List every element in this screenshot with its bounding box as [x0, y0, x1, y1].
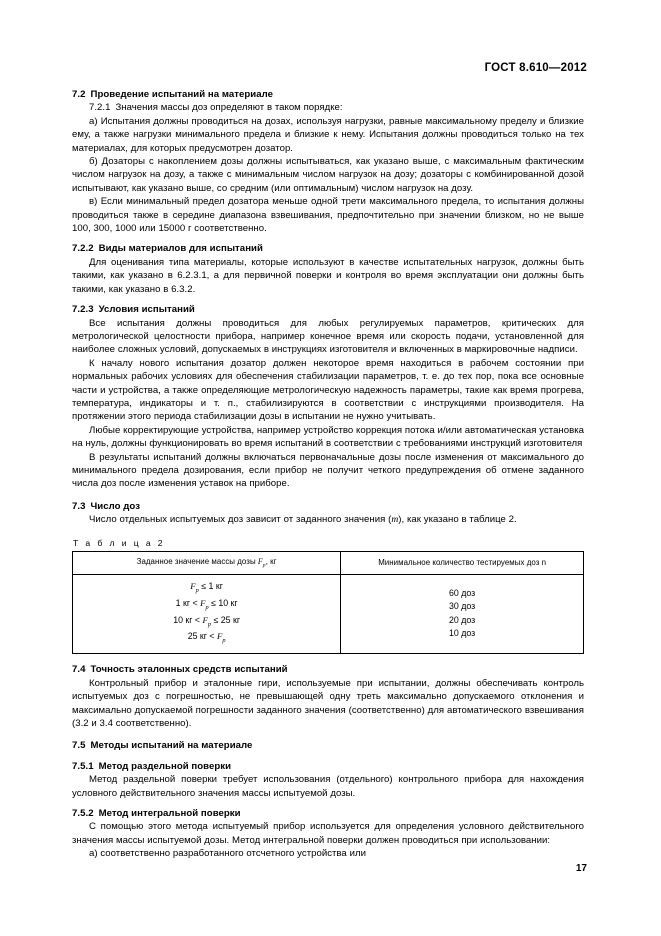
count-row-2: 20 доз: [449, 614, 476, 625]
range-row-0-sub: p: [195, 586, 199, 594]
heading-7-2-3: [72, 303, 584, 316]
paragraph-7-2-3-3: Любые корректирующие устройства, например устройство коррекция потока и/или автоматическая установка на нуль, должны функционировать во время испытаний в соответствии с требованиями инструкций изготовителя: [72, 424, 584, 450]
clause-7-2-1-text: Значения массы доз определяют в таком порядке:: [115, 102, 343, 114]
heading-7-5-title: Методы испытаний на материале: [90, 740, 253, 752]
range-row-0-post: ≤ 1 кг: [198, 580, 223, 591]
range-row-2-pre: 10 кг <: [173, 614, 203, 625]
heading-7-2-3-title: Условия испытаний: [98, 304, 195, 316]
range-row-0: [77, 580, 336, 597]
paragraph-7-4-body: Контрольный прибор и эталонные гири, используемые при испытании, должны обеспечивать контроль испытуемых доз с погрешностью, не превышающей одну треть максимально допускаемого отклонения и максимально допускаемой погрешности заданного значения (соответственно) для автоматического взвешивания (3.2 и 3.4 соответственно).: [72, 677, 584, 730]
heading-7-4: [72, 663, 584, 676]
table-header-setpoint-pre: Заданное значение массы дозы: [136, 556, 258, 566]
range-row-3-var: F: [217, 631, 223, 642]
heading-7-5: [72, 739, 584, 752]
count-row-1: 30 доз: [449, 601, 476, 612]
heading-7-3-number: 7.3: [72, 500, 86, 512]
heading-7-5-2-title: Метод интегральной поверки: [98, 808, 241, 820]
range-row-3-pre: 25 кг <: [187, 631, 218, 642]
range-row-3: [77, 630, 336, 647]
heading-7-2: [72, 88, 584, 101]
clause-7-2-1-number: 7.2.1: [89, 102, 111, 114]
list-item-a-7-2-1: а) Испытания должны проводиться на дозах, используя нагрузки, равные максимальному пределу и близкие ему, а также нагрузки минимального предела и близкие к нему. Испытания должны проводиться только на тех материалах, для которых предусмотрен дозатор.: [72, 115, 584, 154]
symbol-m: m: [391, 514, 399, 526]
table-header-row: [73, 551, 584, 574]
paragraph-7-3-text-after: ), как указано в таблице 2.: [398, 514, 517, 526]
table-dose-counts: [72, 551, 584, 655]
range-row-0-var: F: [190, 580, 196, 591]
range-row-2-sub: p: [207, 620, 212, 628]
heading-7-2-title: Проведение испытаний на материале: [90, 89, 274, 100]
table-row: [73, 574, 584, 654]
paragraph-7-3-text-before: Число отдельных испытуемых доз зависит от заданного значения (: [89, 514, 392, 526]
table-cell-counts: [341, 574, 584, 654]
table-cell-ranges: [73, 574, 341, 654]
paragraph-7-2-2-body: Для оценивания типа материалы, которые используют в качестве испытательных нагрузок, должны быть такими, как указано в 6.2.3.1, а для первичной поверки и контроля во время эксплуатации они должны быть такими, как указано в 6.3.2.: [72, 256, 584, 295]
range-row-1-pre: 1 кг <: [175, 597, 201, 608]
list-item-a-7-5-2: а) соответственно разработанного отсчетного устройства или: [89, 848, 366, 860]
range-row-2-var: F: [202, 614, 208, 625]
range-row-1-post: ≤ 10 кг: [208, 597, 238, 608]
range-row-2-post: ≤ 25 кг: [211, 614, 241, 625]
table-caption: Т а б л и ц а 2: [73, 537, 165, 548]
heading-7-5-1-number: 7.5.1: [72, 760, 94, 772]
heading-7-2-number: 7.2: [72, 89, 86, 100]
table-header-setpoint: [73, 551, 341, 574]
table-header-setpoint-post: , кг: [265, 556, 277, 566]
list-item-v-7-2-1: в) Если минимальный предел дозатора меньше одной трети максимального предела, то испытания должны проводиться также в середине диапазона взвешивания, предпочтительно при значении близком, но не выше 100, 300, 1000 или 15000 г соответственно.: [72, 196, 584, 235]
range-row-2: [77, 614, 336, 631]
paragraph-7-2-3-1: Все испытания должны проводиться для любых регулируемых параметров, критических для метрологической целостности прибора, например конечное время или скорость подачи, установленной для наиболее сложных условий, допускаемых в инструкциях изготовителя и включенных в маркировочные надписи.: [72, 317, 584, 356]
heading-7-5-1-title: Метод раздельной поверки: [98, 760, 232, 772]
range-row-1-sub: p: [205, 603, 209, 611]
range-row-1: [77, 597, 336, 614]
heading-7-5-2: [72, 807, 584, 820]
page-content: [72, 88, 584, 861]
running-header-standard-id: ГОСТ 8.610—2012: [484, 62, 587, 74]
heading-7-4-number: 7.4: [72, 664, 86, 676]
range-row-1-var: F: [200, 597, 206, 608]
range-row-3-sub: p: [222, 637, 226, 645]
heading-7-2-3-number: 7.2.3: [72, 304, 94, 316]
paragraph-7-3-body: [72, 513, 584, 526]
paragraph-7-2-1: [72, 101, 584, 114]
heading-7-5-number: 7.5: [72, 740, 86, 752]
paragraph-7-2-3-2: К началу нового испытания дозатор должен некоторое время находиться в рабочем состоянии при нормальных рабочих условиях для обеспечения стабилизации параметров, т. е. до тех пор, пока все основные части и устройства, а также определяющие метрологическую надежность параметры, такие как время прогрева, температура, индикаторы и т. п., стабилизируются в соответствии с инструкциями производителя. На протяжении этого периода стабилизации дозы в испытании не нужно учитывать.: [72, 357, 584, 423]
heading-7-2-2: [72, 242, 584, 255]
heading-7-2-2-title: Виды материалов для испытаний: [98, 243, 263, 255]
heading-7-5-1: [72, 760, 584, 773]
paragraph-7-5-1-body: Метод раздельной поверки требует использования (отдельного) контрольного прибора для нахождения условного действительного значения массы испытуемой дозы.: [72, 774, 584, 799]
heading-7-5-2-number: 7.5.2: [72, 808, 94, 820]
heading-7-2-2-number: 7.2.2: [72, 243, 94, 255]
heading-7-3: [72, 500, 584, 513]
list-item-b-7-2-1: б) Дозаторы с накоплением дозы должны испытываться, как указано выше, с максимальным фактическим числом нагрузок на дозу, а также с минимальным числом нагрузок на дозу; дозаторы с комбинированной дозой испытывают, как указано выше, со средним (или оптимальным) числом нагрузок на дозу.: [72, 156, 584, 194]
heading-7-4-title: Точность эталонных средств испытаний: [90, 664, 288, 676]
table-header-setpoint-sub: p: [262, 562, 266, 569]
count-row-0: 60 доз: [449, 588, 476, 599]
table-header-setpoint-var: F: [257, 556, 263, 566]
paragraph-7-2-3-4: В результаты испытаний должны включаться первоначальные дозы после изменения от максимального до минимального предела дозирования, если прибор не получит четкого предупреждения об отмене заданного числа доз после изменения уставок на приборе.: [72, 451, 584, 490]
count-row-3: 10 доз: [449, 627, 476, 638]
table-header-min-count: Минимальное количество тестируемых доз n: [341, 551, 584, 574]
heading-7-3-title: Число доз: [90, 500, 141, 512]
page-number: 17: [575, 863, 587, 874]
paragraph-7-5-2-body: С помощью этого метода испытуемый прибор используется для определения условного действительного значения массы испытуемой дозы. Метод интегральной поверки должен проводиться при использовании:: [72, 821, 584, 846]
